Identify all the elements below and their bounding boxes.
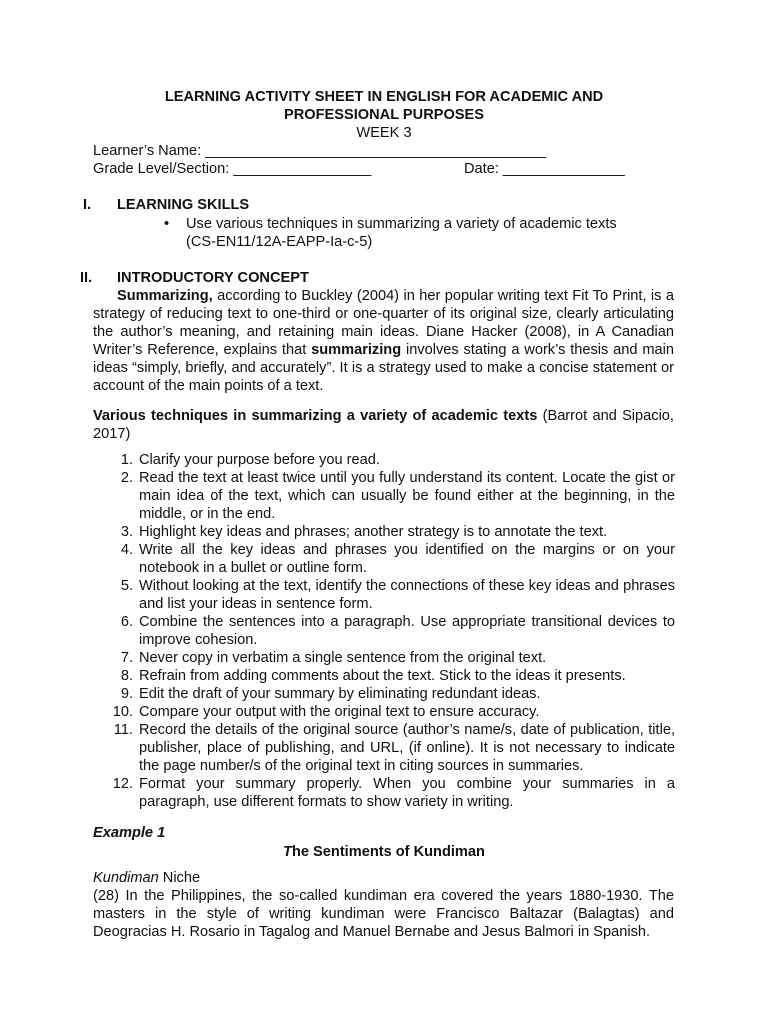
technique-text: Combine the sentences into a paragraph. Use appropriate transitional devices to improve cohesion. <box>139 614 675 648</box>
technique-item <box>0 649 675 667</box>
technique-item <box>0 451 675 469</box>
technique-item <box>0 577 675 613</box>
technique-item <box>0 541 675 577</box>
technique-item <box>0 775 675 811</box>
example-title-first-letter: T <box>283 844 292 860</box>
learner-name-field: Learner’s Name: __________________________________________ <box>93 143 547 159</box>
technique-item <box>0 667 675 685</box>
section-2-title: INTRODUCTORY CONCEPT <box>117 270 309 286</box>
technique-number: 6. <box>120 614 133 630</box>
section-2-number: II. <box>80 270 93 286</box>
technique-item <box>0 685 675 703</box>
document-title-line2: PROFESSIONAL PURPOSES <box>283 107 485 123</box>
technique-text: Edit the draft of your summary by eliminating redundant ideas. <box>139 686 541 702</box>
techniques-heading-bold: Various techniques in summarizing a variety of academic texts <box>93 408 538 424</box>
technique-text: Highlight key ideas and phrases; another strategy is to annotate the text. <box>139 524 608 540</box>
technique-number: 9. <box>120 686 133 702</box>
date-field: Date: _______________ <box>464 161 625 177</box>
technique-text: Format your summary properly. When you combine your summaries in a paragraph, use different formats to show variety in writing. <box>139 776 675 810</box>
intro-paragraph <box>93 287 674 395</box>
example-subheading-rest: Niche <box>158 870 201 886</box>
techniques-heading-citation: (Barrot and Sipacio, 2017) <box>93 408 674 442</box>
technique-number: 10. <box>112 704 133 720</box>
intro-text-part1: according to Buckley (2004) in her popular writing text Fit To Print, is a strategy of reducing text to one-third or one-quarter of its original size, clearly articulating the author’s meaning, and retaining main ideas. Diane Hacker (2008), in A Canadian Writer’s Reference, explains that <box>93 288 674 358</box>
technique-item <box>0 469 675 523</box>
technique-text: Read the text at least twice until you fully understand its content. Locate the gist or main idea of the text, which can usually be found either at the beginning, in the middle, or in the end. <box>139 470 675 522</box>
example-label: Example 1 <box>93 825 166 841</box>
technique-number: 12. <box>112 776 133 792</box>
technique-number: 1. <box>120 452 133 468</box>
technique-number: 4. <box>120 542 133 558</box>
intro-text-part2: involves stating a work’s thesis and main ideas “simply, briefly, and accurately”. It is a strategy used to make a concise statement or account of the main points of a text. <box>93 342 674 394</box>
document-title-line1: LEARNING ACTIVITY SHEET IN ENGLISH FOR ACADEMIC AND <box>164 89 604 105</box>
intro-term-2: summarizing <box>311 342 402 358</box>
techniques-heading <box>93 407 674 443</box>
grade-level-field: Grade Level/Section: _________________ <box>93 161 372 177</box>
bullet-icon: • <box>164 216 170 232</box>
technique-text: Write all the key ideas and phrases you identified on the margins or on your notebook in a bullet or outline form. <box>139 542 675 576</box>
technique-item <box>0 721 675 775</box>
technique-number: 5. <box>120 578 133 594</box>
learning-skill-line2: (CS-EN11/12A-EAPP-Ia-c-5) <box>186 234 373 250</box>
example-paragraph: (28) In the Philippines, the so-called kundiman era covered the years 1880-1930. The masters in the style of writing kundiman were Francisco Baltazar (Balagtas) and Deogracias H. Rosario in Tagalog and Manuel Bernabe and Jesus Balmori in Spanish. <box>93 888 674 940</box>
technique-number: 3. <box>120 524 133 540</box>
example-subheading <box>93 869 200 887</box>
technique-text: Record the details of the original source (author’s name/s, date of publication, title, publisher, place of publishing, and URL, (if online). It is not necessary to indicate the page number/s of the original text in citing sources in summaries. <box>139 722 675 774</box>
week-label: WEEK 3 <box>356 125 412 141</box>
learning-skill-line1: Use various techniques in summarizing a variety of academic texts <box>186 216 617 232</box>
section-1-number: I. <box>83 197 92 213</box>
technique-number: 7. <box>120 650 133 666</box>
techniques-list <box>0 451 768 811</box>
example-subheading-italic: Kundiman <box>93 870 159 886</box>
example-title-rest: he Sentiments of Kundiman <box>291 844 485 860</box>
technique-text: Without looking at the text, identify the connections of these key ideas and phrases and list your ideas in sentence form. <box>139 578 675 612</box>
intro-term: Summarizing, <box>117 288 213 304</box>
technique-item <box>0 523 675 541</box>
example-title <box>0 843 768 861</box>
technique-text: Never copy in verbatim a single sentence from the original text. <box>139 650 547 666</box>
technique-item <box>0 703 675 721</box>
technique-number: 11. <box>113 722 133 738</box>
technique-number: 2. <box>120 470 133 486</box>
technique-text: Compare your output with the original text to ensure accuracy. <box>139 704 540 720</box>
technique-text: Refrain from adding comments about the text. Stick to the ideas it presents. <box>139 668 626 684</box>
technique-text: Clarify your purpose before you read. <box>139 452 380 468</box>
technique-item <box>0 613 675 649</box>
section-1-title: LEARNING SKILLS <box>117 197 250 213</box>
technique-number: 8. <box>120 668 133 684</box>
